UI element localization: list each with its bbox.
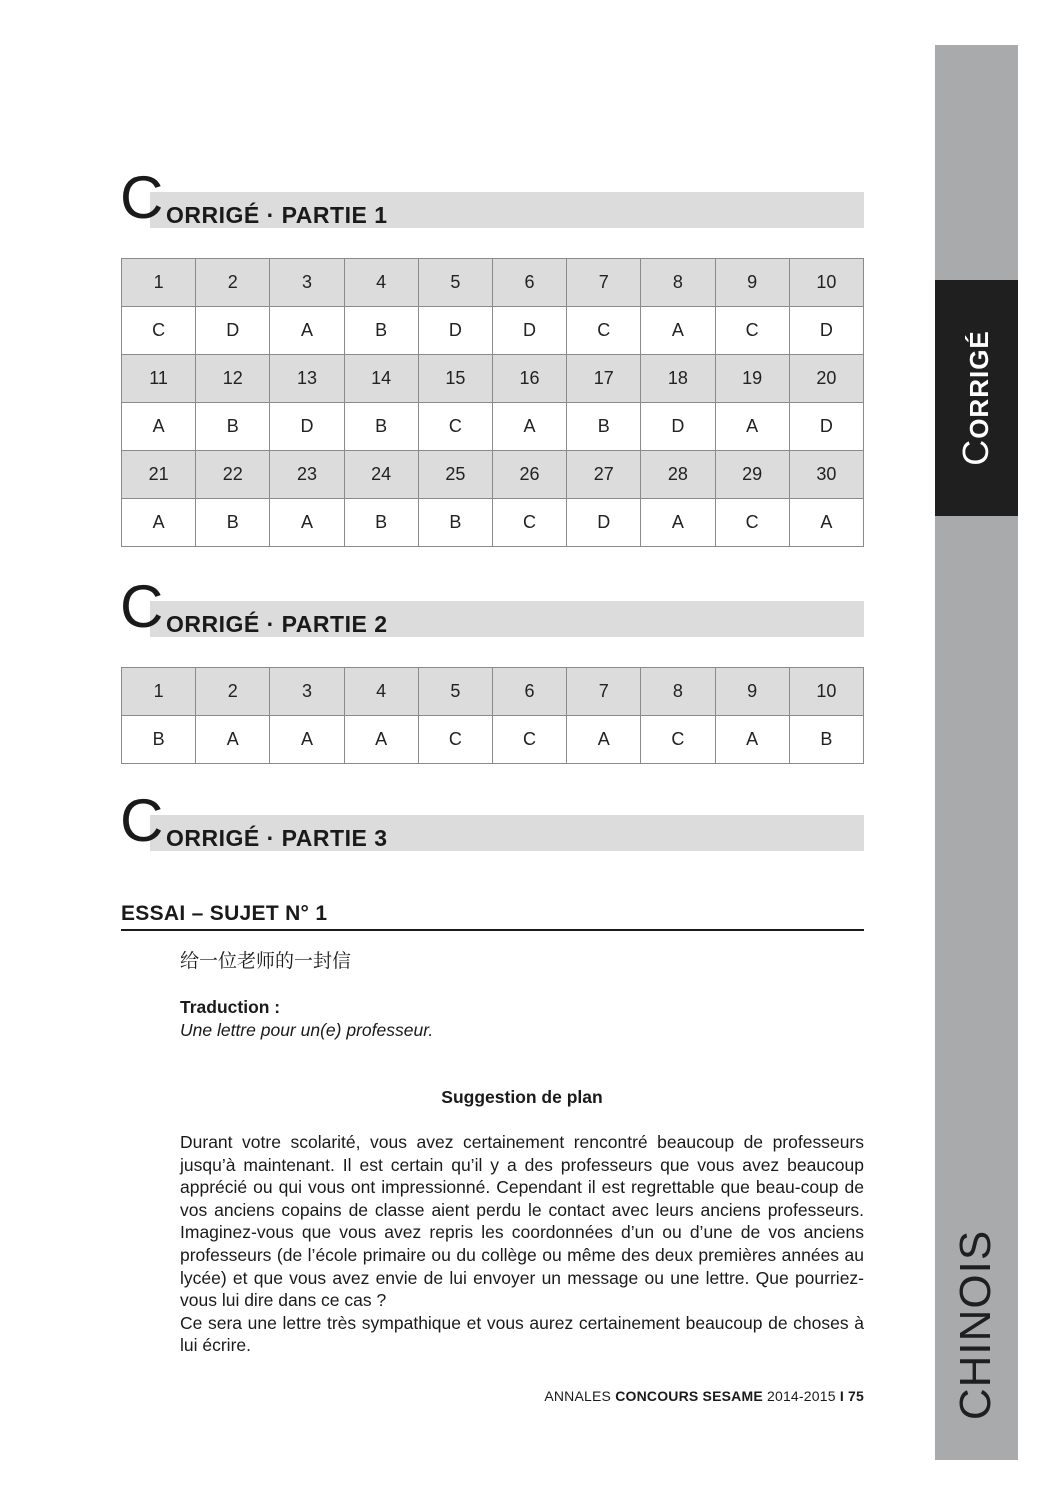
answer-cell: B (344, 403, 418, 451)
question-number-cell: 18 (641, 355, 715, 403)
question-number-cell: 20 (789, 355, 863, 403)
question-number-cell: 4 (344, 259, 418, 307)
answer-cell: C (567, 307, 641, 355)
title-initial: C (120, 787, 164, 854)
title-text: ORRIGÉ · PARTIE 3 (166, 825, 388, 851)
sidebar-subject-label: CHINOIS (951, 1229, 1000, 1421)
section-title-partie-3 (120, 787, 864, 854)
question-number-cell: 13 (270, 355, 344, 403)
question-number-cell: 26 (492, 451, 566, 499)
answer-cell: D (270, 403, 344, 451)
question-number-cell: 5 (418, 668, 492, 716)
answer-cell: A (641, 307, 715, 355)
question-number-cell: 24 (344, 451, 418, 499)
answer-table-partie-2 (121, 667, 864, 764)
question-number-row (122, 259, 864, 307)
question-number-cell: 9 (715, 668, 789, 716)
traduction-text: Une lettre pour un(e) professeur. (180, 1020, 434, 1040)
question-number-cell: 12 (196, 355, 270, 403)
answer-cell: C (418, 403, 492, 451)
question-number-cell: 11 (122, 355, 196, 403)
question-number-cell: 3 (270, 259, 344, 307)
sidebar-tab-label: CORRIGÉ (955, 330, 996, 466)
answer-cell: B (344, 307, 418, 355)
answer-row (122, 716, 864, 764)
question-number-cell: 1 (122, 259, 196, 307)
question-number-row (122, 668, 864, 716)
answer-cell: C (492, 499, 566, 547)
question-number-cell: 27 (567, 451, 641, 499)
question-number-cell: 25 (418, 451, 492, 499)
question-number-cell: 22 (196, 451, 270, 499)
answer-cell: B (122, 716, 196, 764)
answer-cell: B (196, 403, 270, 451)
answer-cell: C (715, 307, 789, 355)
footer-concours: CONCOURS SESAME (615, 1388, 763, 1404)
page-footer (544, 1388, 864, 1404)
traduction-label: Traduction : (180, 997, 281, 1017)
answer-cell: D (492, 307, 566, 355)
answer-cell: D (789, 403, 863, 451)
answer-cell: A (270, 716, 344, 764)
answer-cell: C (418, 716, 492, 764)
title-initial: C (120, 164, 164, 231)
answer-cell: A (492, 403, 566, 451)
question-number-cell: 7 (567, 668, 641, 716)
question-number-cell: 3 (270, 668, 344, 716)
question-number-cell: 30 (789, 451, 863, 499)
answer-cell: A (122, 499, 196, 547)
answer-cell: C (492, 716, 566, 764)
question-number-cell: 9 (715, 259, 789, 307)
plan-heading: Suggestion de plan (441, 1087, 603, 1107)
answer-cell: B (789, 716, 863, 764)
page-number: 75 (848, 1388, 864, 1404)
answer-row (122, 499, 864, 547)
answer-cell: A (789, 499, 863, 547)
answer-cell: B (418, 499, 492, 547)
question-number-cell: 10 (789, 259, 863, 307)
answer-cell: A (344, 716, 418, 764)
essai-heading: ESSAI – SUJET N° 1 (121, 902, 864, 931)
answer-table-partie-1 (121, 258, 864, 547)
question-number-cell: 10 (789, 668, 863, 716)
question-number-cell: 5 (418, 259, 492, 307)
question-number-cell: 2 (196, 668, 270, 716)
question-number-cell: 29 (715, 451, 789, 499)
question-number-cell: 7 (567, 259, 641, 307)
answer-cell: B (196, 499, 270, 547)
question-number-row (122, 451, 864, 499)
plan-body (180, 1131, 864, 1357)
title-initial: C (120, 573, 164, 640)
question-number-cell: 19 (715, 355, 789, 403)
answer-cell: B (344, 499, 418, 547)
footer-separator: I (839, 1388, 844, 1404)
answer-cell: A (122, 403, 196, 451)
question-number-cell: 17 (567, 355, 641, 403)
question-number-cell: 16 (492, 355, 566, 403)
answer-cell: B (567, 403, 641, 451)
question-number-cell: 6 (492, 259, 566, 307)
question-number-cell: 4 (344, 668, 418, 716)
footer-years: 2014-2015 (766, 1388, 836, 1404)
question-number-cell: 14 (344, 355, 418, 403)
answer-cell: D (789, 307, 863, 355)
question-number-cell: 28 (641, 451, 715, 499)
answer-row (122, 307, 864, 355)
answer-cell: A (641, 499, 715, 547)
answer-cell: A (567, 716, 641, 764)
question-number-cell: 6 (492, 668, 566, 716)
question-number-cell: 23 (270, 451, 344, 499)
question-number-cell: 21 (122, 451, 196, 499)
answer-cell: C (122, 307, 196, 355)
answer-row (122, 403, 864, 451)
question-number-cell: 1 (122, 668, 196, 716)
title-text: ORRIGÉ · PARTIE 1 (166, 202, 388, 228)
answer-cell: A (196, 716, 270, 764)
answer-cell: A (715, 716, 789, 764)
answer-cell: D (418, 307, 492, 355)
answer-cell: C (641, 716, 715, 764)
question-number-cell: 8 (641, 259, 715, 307)
answer-cell: D (567, 499, 641, 547)
chinese-subject: 给一位老师的一封信 (180, 950, 352, 972)
answer-cell: D (641, 403, 715, 451)
question-number-cell: 15 (418, 355, 492, 403)
footer-annales: ANNALES (544, 1388, 612, 1404)
question-number-row (122, 355, 864, 403)
answer-cell: A (715, 403, 789, 451)
answer-cell: A (270, 307, 344, 355)
answer-cell: D (196, 307, 270, 355)
sidebar-tab-corrige (935, 280, 1018, 516)
section-title-partie-2 (120, 573, 864, 640)
section-title-partie-1 (120, 164, 864, 231)
question-number-cell: 8 (641, 668, 715, 716)
answer-cell: C (715, 499, 789, 547)
question-number-cell: 2 (196, 259, 270, 307)
title-text: ORRIGÉ · PARTIE 2 (166, 611, 388, 637)
answer-cell: A (270, 499, 344, 547)
paragraph: Ce sera une lettre très sympathique et vous aurez certainement beaucoup de choses à lui écrire. (180, 1312, 864, 1356)
paragraph: Durant votre scolarité, vous avez certainement rencontré beaucoup de professeurs jusqu’à maintenant. Il est certain qu’il y a des professeurs que vous avez beaucoup apprécié ou qui vous ont impressionné. Cependant il est regrettable que beau-coup de vos anciens copains de classe aient perdu le contact avec leurs anciens professeurs. Imaginez-vous que vous avez repris les coordonnées d’un ou d’une de vos anciens professeurs (de l’école primaire ou du collège ou même des deux premières années au lycée) et que vous avez envie de lui envoyer un message ou une lettre. Que pourriez-vous lui dire dans ce cas ? (180, 1132, 864, 1311)
